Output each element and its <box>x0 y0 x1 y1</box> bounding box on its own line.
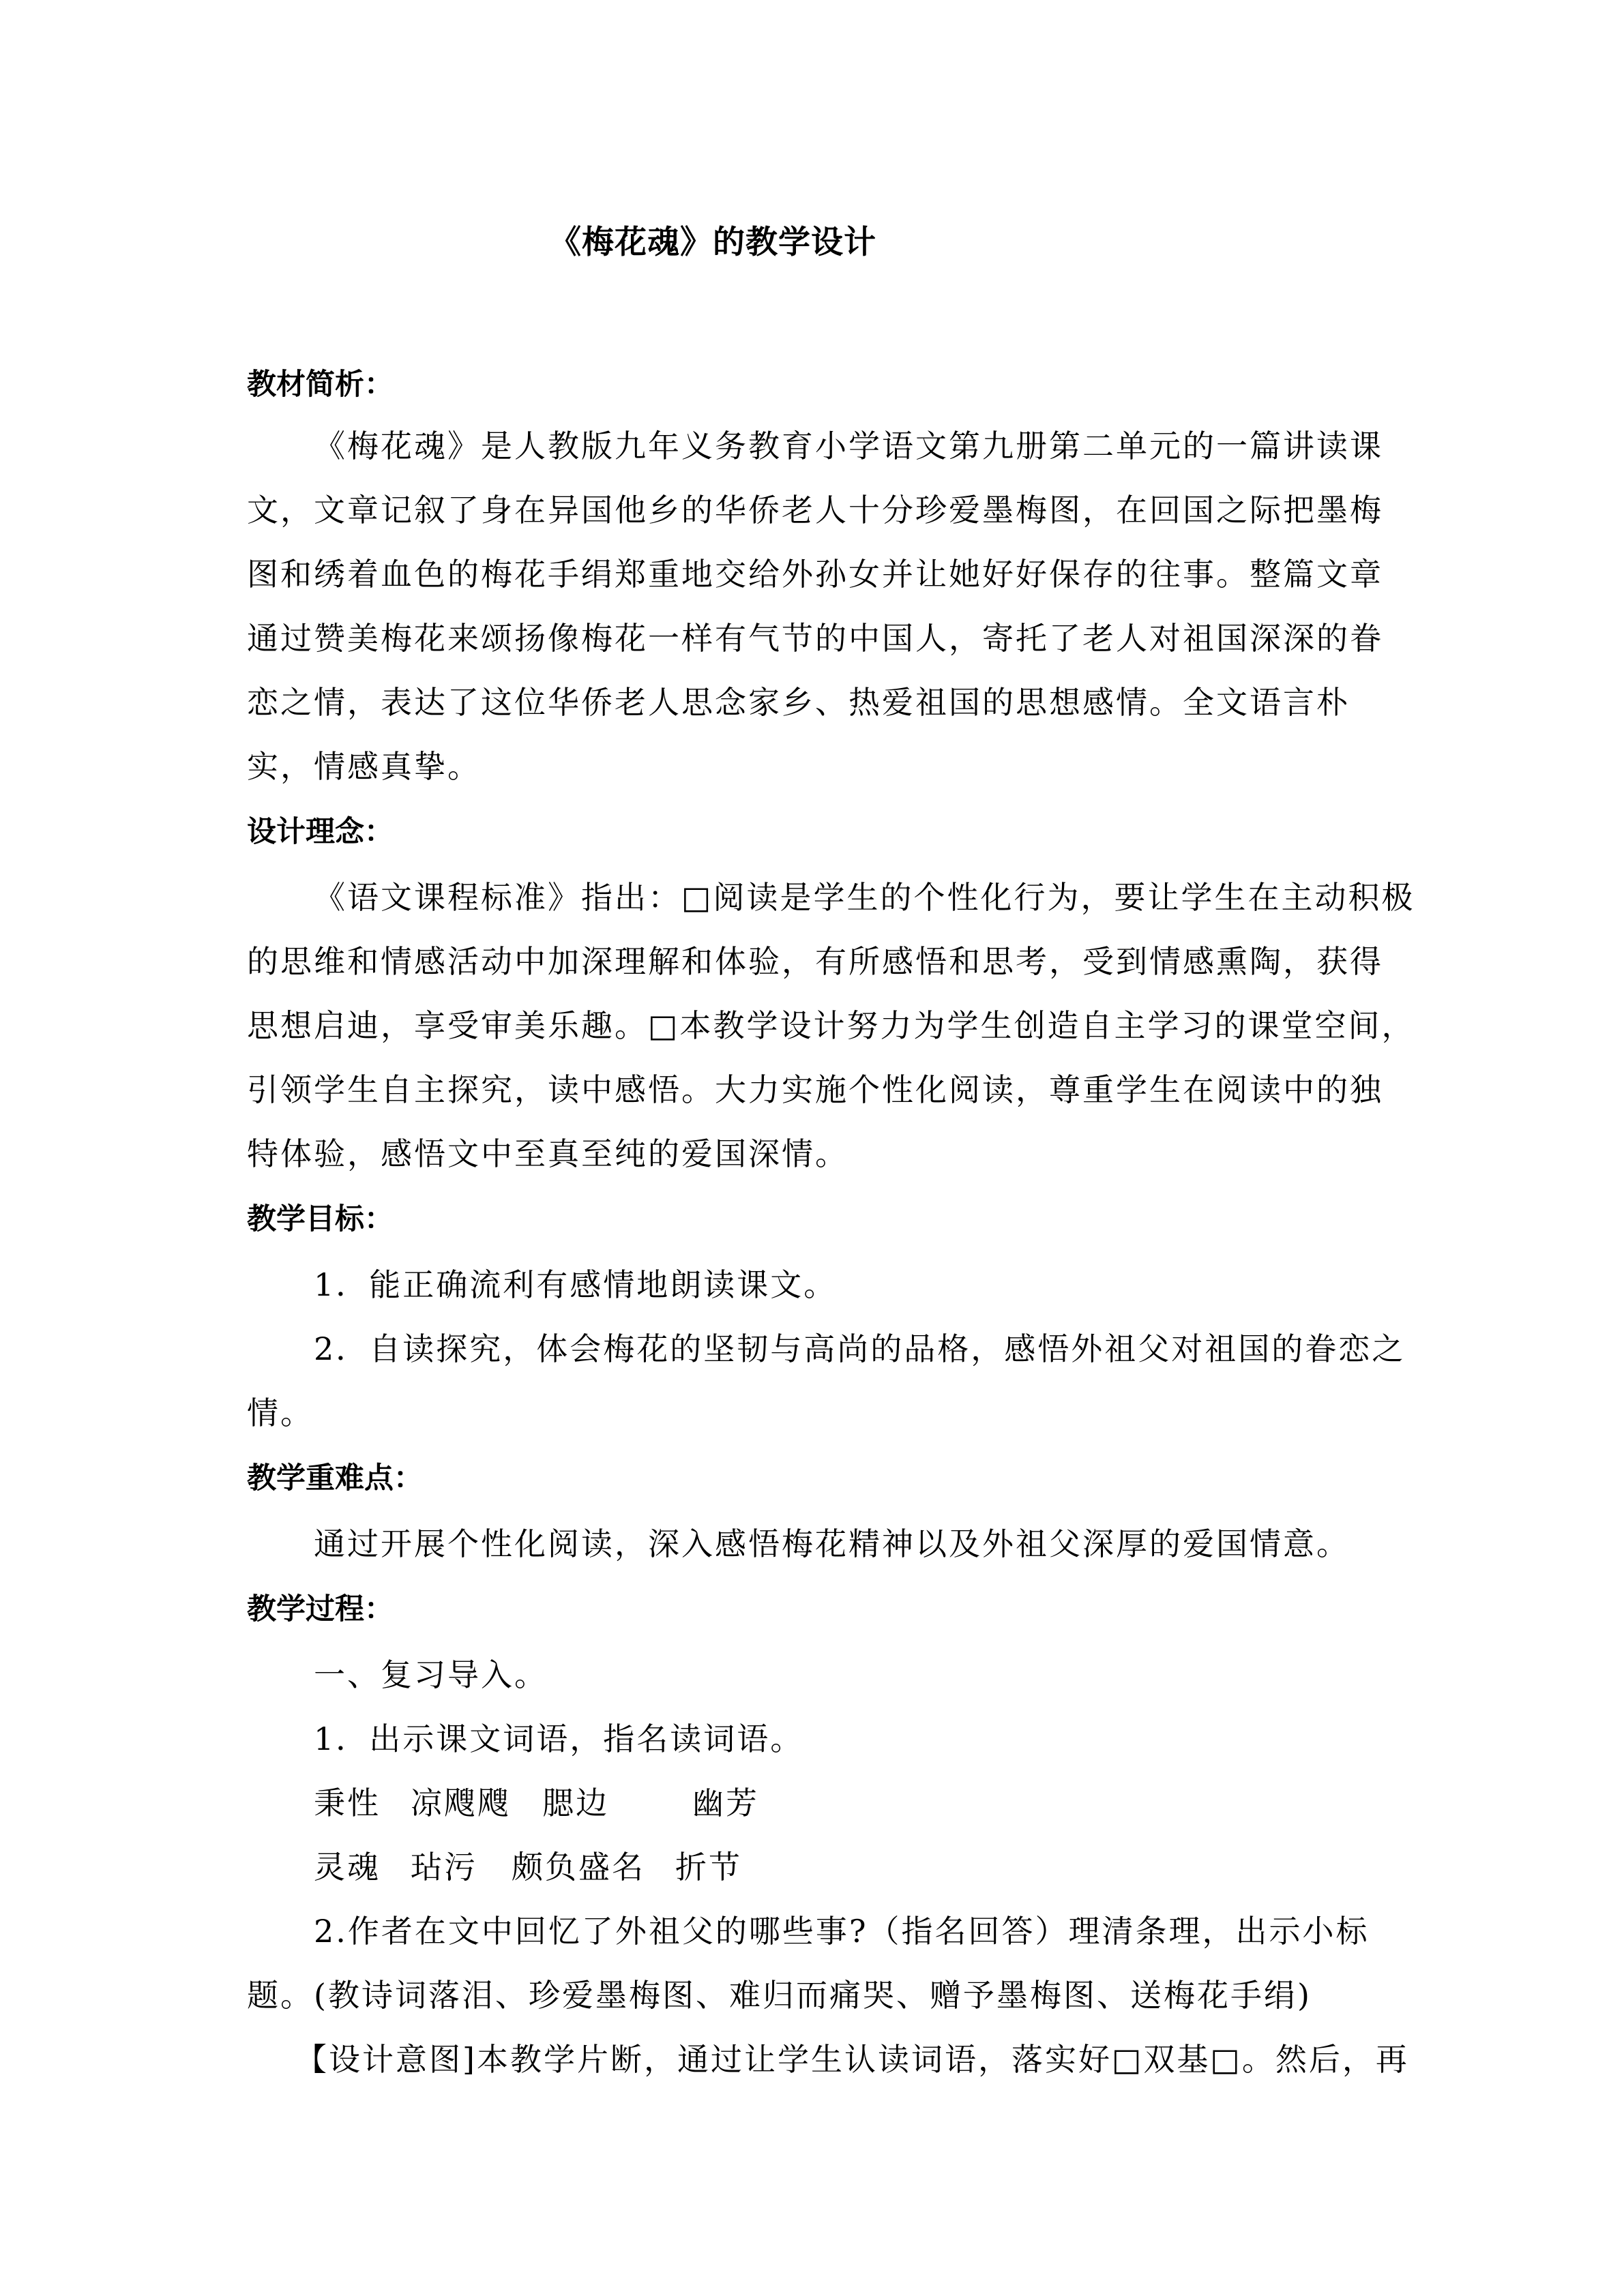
paragraph-line: 引领学生自主探究，读中感悟。大力实施个性化阅读，尊重学生在阅读中的独 <box>247 1071 1383 1108</box>
paragraph-line: 题。(教诗词落泪、珍爱墨梅图、难归而痛哭、赠予墨梅图、送梅花手绢) <box>247 1977 1312 2014</box>
paragraph-line: 《梅花魂》是人教版九年义务教育小学语文第九册第二单元的一篇讲读课 <box>314 428 1383 464</box>
section-heading-goals: 教学目标： <box>247 1202 394 1236</box>
vocab-word: 颇负盛名 <box>512 1849 645 1885</box>
paragraph-line: 实，情感真挚。 <box>247 748 481 785</box>
section-heading-process: 教学过程： <box>247 1592 394 1626</box>
paragraph-line: 通过开展个性化阅读，深入感悟梅花精神以及外祖父深厚的爱国情意。 <box>314 1525 1350 1562</box>
section-heading-key-points: 教学重难点： <box>247 1461 423 1495</box>
paragraph-line: 《语文课程标准》指出：□阅读是学生的个性化行为，要让学生在主动积极 <box>314 879 1415 916</box>
goal-item: 1．能正确流利有感情地朗读课文。 <box>314 1266 838 1303</box>
vocab-word: 凉飕飕 <box>411 1785 511 1821</box>
process-step: 一、复习导入。 <box>314 1656 548 1693</box>
vocab-word: 腮边 <box>542 1785 609 1821</box>
process-item: 2.作者在文中回忆了外祖父的哪些事?（指名回答）理清条理，出示小标 <box>314 1913 1370 1950</box>
paragraph-line: 情。 <box>247 1395 314 1431</box>
design-intent-line: 【设计意图]本教学片断，通过让学生认读词语，落实好□双基□。然后，再 <box>295 2041 1409 2078</box>
paragraph-line: 恋之情，表达了这位华侨老人思念家乡、热爱祖国的思想感情。全文语言朴 <box>247 684 1350 721</box>
paragraph-line: 通过赞美梅花来颂扬像梅花一样有气节的中国人，寄托了老人对祖国深深的眷 <box>247 620 1383 657</box>
vocab-word: 玷污 <box>411 1849 477 1885</box>
paragraph-line: 思想启迪，享受审美乐趣。□本教学设计努力为学生创造自主学习的课堂空间， <box>247 1007 1415 1044</box>
section-heading-concept: 设计理念： <box>247 815 394 849</box>
vocab-word: 幽芳 <box>692 1785 759 1821</box>
process-item: 1．出示课文词语，指名读词语。 <box>314 1720 804 1757</box>
vocab-word: 秉性 <box>314 1785 381 1821</box>
vocab-word: 折节 <box>675 1849 742 1885</box>
goal-item: 2．自读探究，体会梅花的坚韧与高尚的品格，感悟外祖父对祖国的眷恋之 <box>314 1330 1406 1367</box>
paragraph-line: 文，文章记叙了身在异国他乡的华侨老人十分珍爱墨梅图，在回国之际把墨梅 <box>247 492 1383 528</box>
paragraph-line: 图和绣着血色的梅花手绢郑重地交给外孙女并让她好好保存的往事。整篇文章 <box>247 556 1383 593</box>
vocab-word: 灵魂 <box>314 1849 381 1885</box>
section-heading-analysis: 教材简析： <box>247 368 394 402</box>
paragraph-line: 的思维和情感活动中加深理解和体验，有所感悟和思考，受到情感熏陶，获得 <box>247 943 1383 980</box>
document-title: 《梅花魂》的教学设计 <box>549 224 876 261</box>
paragraph-line: 特体验，感悟文中至真至纯的爱国深情。 <box>247 1135 848 1172</box>
